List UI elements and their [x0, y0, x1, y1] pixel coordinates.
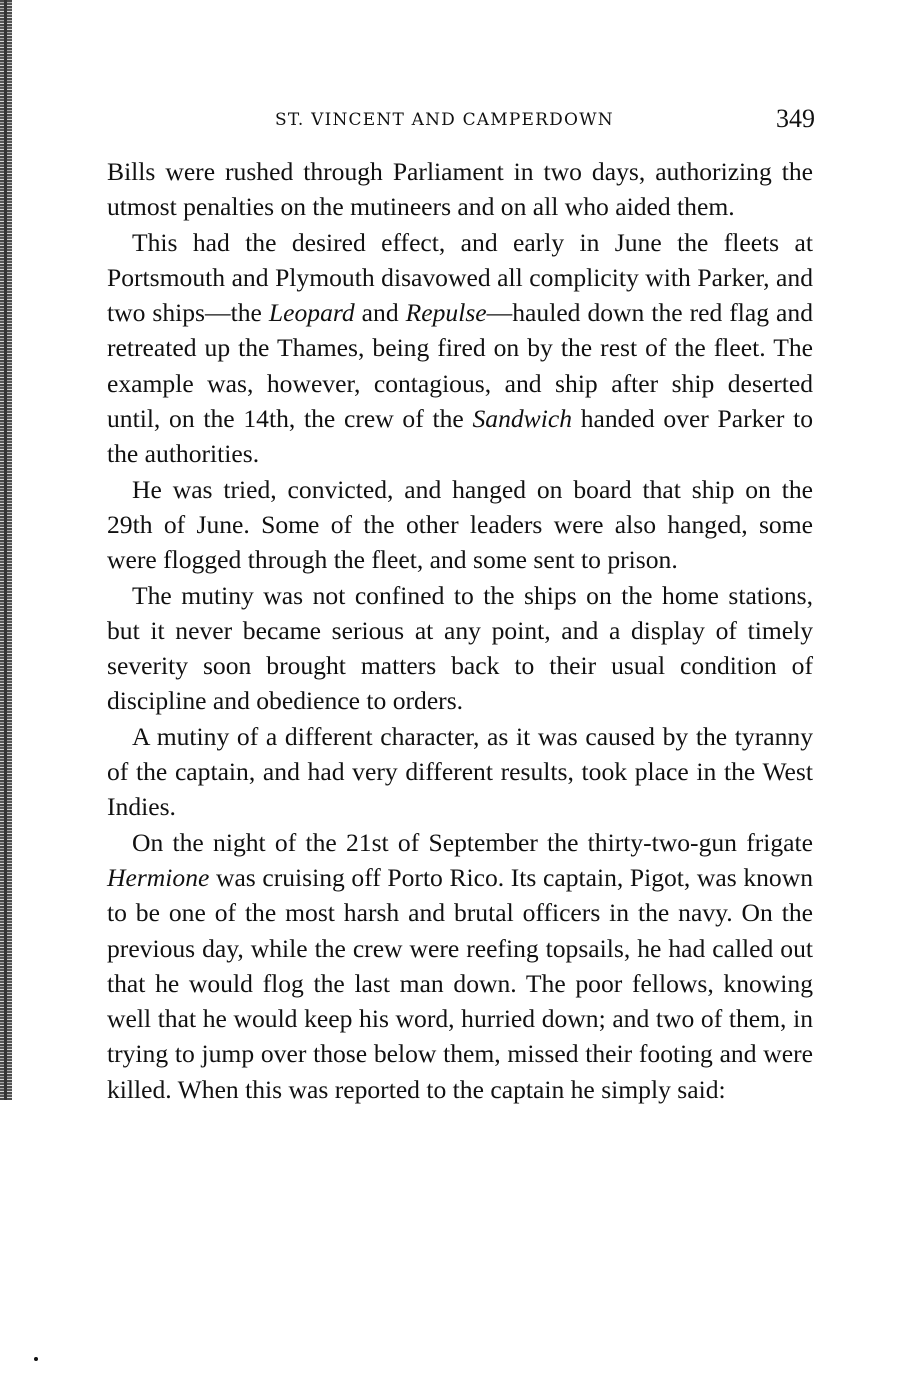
stray-ink-mark: [34, 1357, 38, 1361]
ship-name-sandwich: Sandwich: [472, 404, 572, 434]
paragraph-1: [107, 154, 813, 225]
paragraph-5: [107, 719, 813, 825]
text-segment: handed over Parker to the authorities.: [107, 404, 813, 469]
text-segment: This had the desired effect, and early in June the fleets at Portsmouth and Plymouth disavowed all complicity with Parker, and two ships—the: [107, 227, 813, 328]
body-text: [107, 154, 813, 1107]
text-segment: The mutiny was not confined to the ships on the home stations, but it never became serious at any point, and a display of timely severity soon brought matters back to their usual condition of discipline and obedience to orders.: [107, 580, 813, 716]
text-segment: Bills were rushed through Parliament in two days, authorizing the utmost penalties on the mutineers and on all who aided them.: [107, 157, 813, 222]
binding-edge: [0, 0, 12, 1100]
text-segment: —hauled down the red flag and retreated up the Thames, being fired on by the rest of the fleet. The example was, however, contagious, and ship after ship deserted until, on the 14th, the crew of the: [107, 298, 813, 434]
text-segment: and: [354, 298, 406, 328]
running-head: [107, 104, 817, 138]
paragraph-6: [107, 825, 813, 1107]
text-segment: A mutiny of a different character, as it was caused by the tyranny of the captain, and had very different results, took place in the West Indies.: [107, 721, 813, 822]
text-segment: He was tried, convicted, and hanged on board that ship on the 29th of June. Some of the other leaders were also hanged, some were flogged through the fleet, and some sent to prison.: [107, 474, 813, 575]
ship-name-hermione: Hermione: [107, 862, 210, 892]
text-segment: On the night of the 21st of September the thirty-two-gun frigate: [132, 827, 813, 857]
paragraph-3: [107, 472, 813, 578]
ship-name-leopard: Leopard: [268, 298, 355, 328]
paragraph-4: [107, 578, 813, 719]
paragraph-2: [107, 225, 813, 472]
text-segment: was cruising off Porto Rico. Its captain, Pigot, was known to be one of the most harsh and brutal officers in the navy. On the previous day, while the crew were reefing topsails, he had called out that he would flog the last man down. The poor fellows, knowing well that he would keep his word, hurried down; and two of them, in trying to jump over those below them, missed their footing and were killed. When this was reported to the captain he simply said:: [107, 862, 813, 1104]
page-number: 349: [776, 104, 815, 133]
running-title: ST. VINCENT AND CAMPERDOWN: [275, 110, 614, 130]
ship-name-repulse: Repulse: [405, 298, 487, 328]
